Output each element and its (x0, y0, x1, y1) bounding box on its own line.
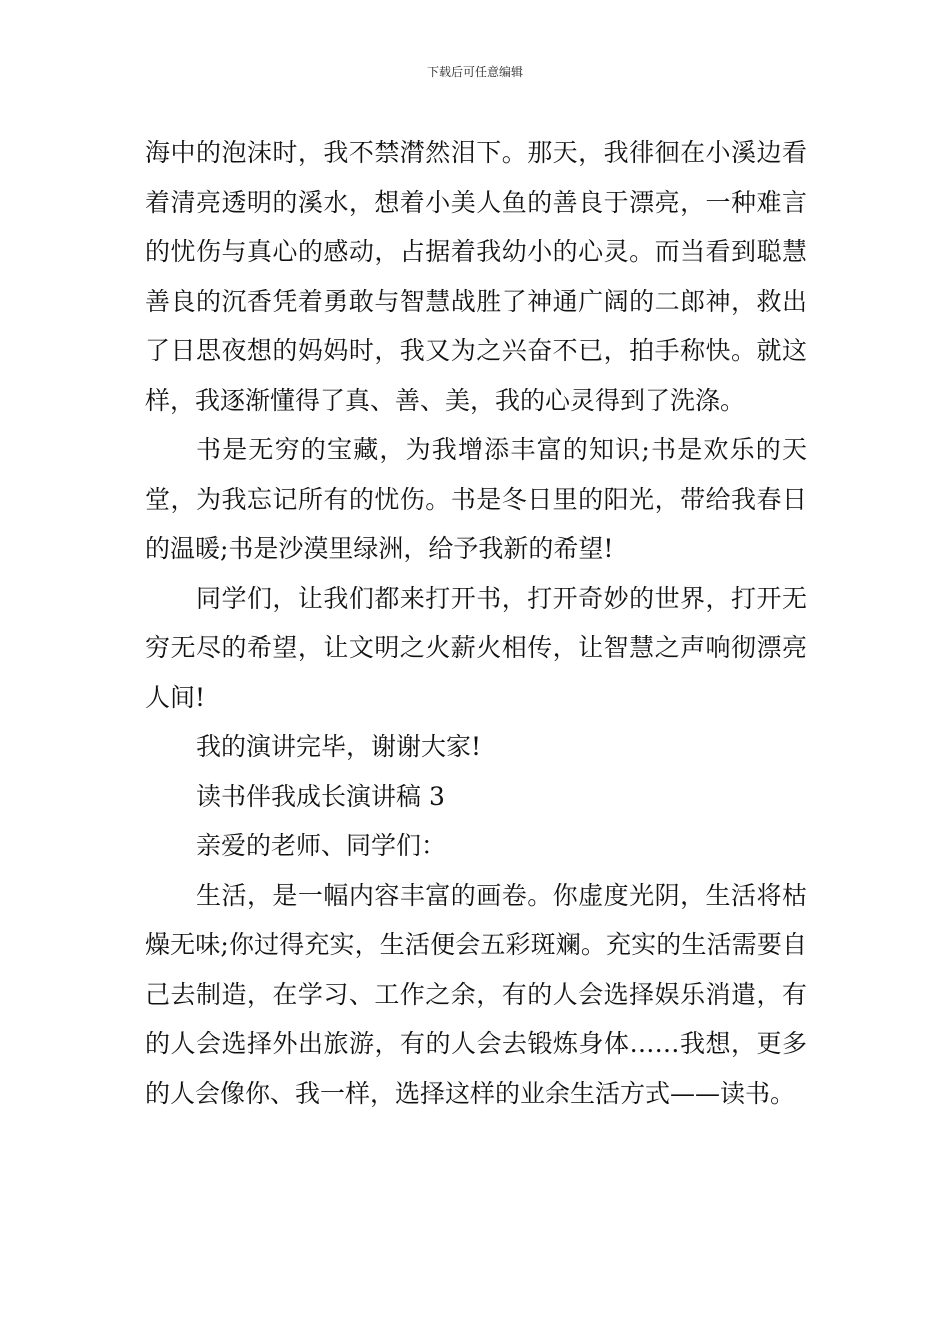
section-title: 读书伴我成长演讲稿 3 (196, 781, 445, 811)
paragraph-continued: 海中的泡沫时，我不禁潸然泪下。那天，我徘徊在小溪边看着清亮透明的溪水，想着小美人鱼的善良于漂亮，一种难言的忧伤与真心的感动，占据着我幼小的心灵。而当看到聪慧善良的沉香凭着勇敢与智慧战胜了神通广阔的二郎神，救出了日思夜想的妈妈时，我又为之兴奋不已，拍手称快。就这样，我逐渐懂得了真、善、美，我的心灵得到了洗涤。 (145, 138, 807, 415)
paragraph-closing: 我的演讲完毕，谢谢大家! (196, 732, 482, 761)
page-header-note: 下载后可任意编辑 (426, 65, 523, 79)
salutation: 亲爱的老师、同学们： (196, 831, 447, 860)
paragraph-classmates: 同学们，让我们都来打开书，打开奇妙的世界，打开无穷无尽的希望，让文明之火薪火相传，让智慧之声响彻漂亮人间! (145, 583, 807, 712)
paragraph-book-treasure: 书是无穷的宝藏，为我增添丰富的知识;书是欢乐的天堂，为我忘记所有的忧伤。书是冬日里的阳光，带给我春日的温暖;书是沙漠里绿洲，给予我新的希望! (145, 435, 807, 563)
paragraph-life-painting: 生活，是一幅内容丰富的画卷。你虚度光阴，生活将枯燥无味;你过得充实，生活便会五彩斑斓。充实的生活需要自己去制造，在学习、工作之余，有的人会选择娱乐消遣，有的人会选择外出旅游，有的人会去锻炼身体……我想，更多的人会像你、我一样，选择这样的业余生活方式——读书。 (145, 880, 807, 1108)
document-body (145, 128, 807, 1118)
